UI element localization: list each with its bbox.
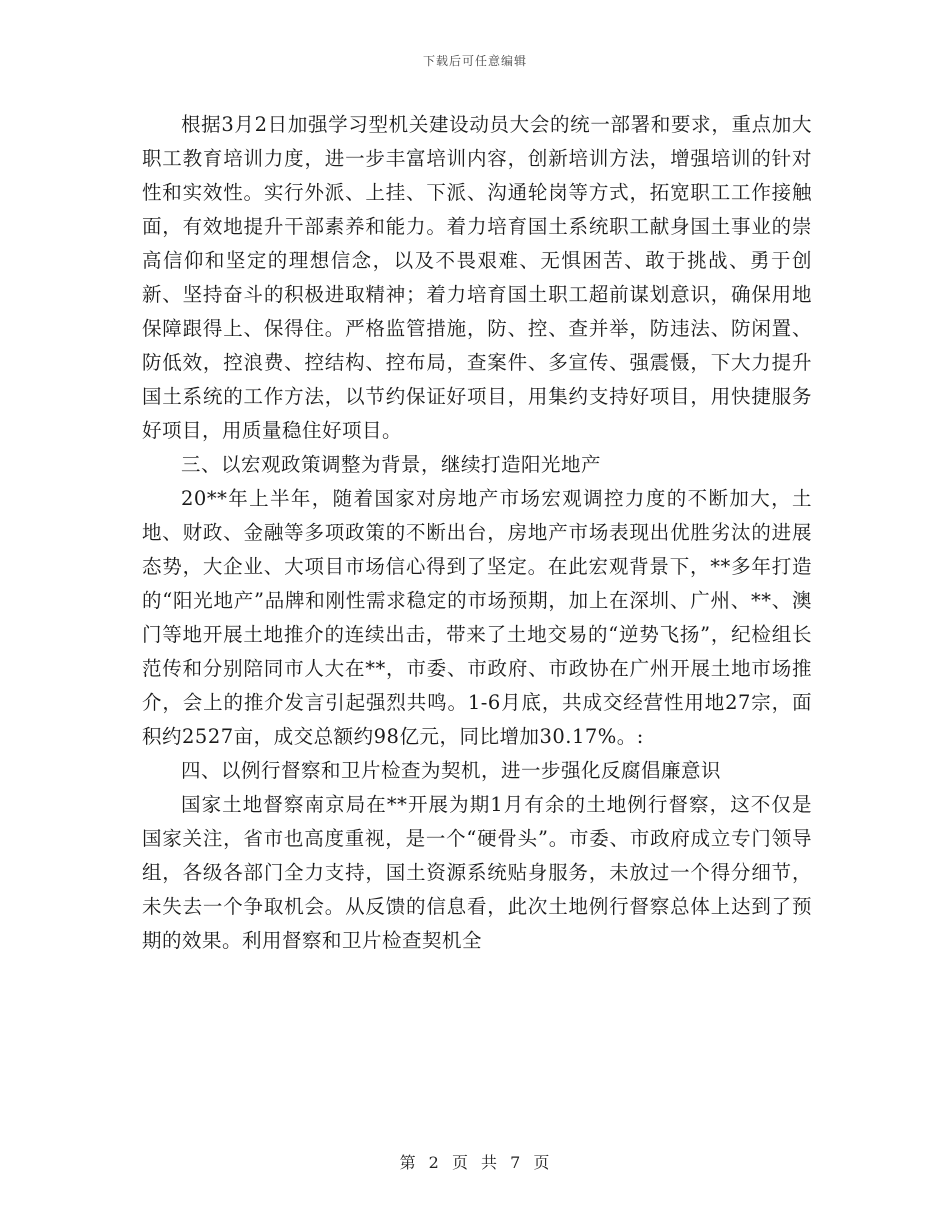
paragraph-training: 根据3月2日加强学习型机关建设动员大会的统一部署和要求，重点加大职工教育培训力度，进一步丰富培训内容，创新培训方法，增强培训的针对性和实效性。实行外派、上挂、下派、沟通轮岗等方式，拓宽职工工作接触面，有效地提升干部素养和能力。着力培育国土系统职工献身国土事业的崇高信仰和坚定的理想信念，以及不畏艰难、无惧困苦、敢于挑战、勇于创新、坚持奋斗的积极进取精神；着力培育国土职工超前谋划意识，确保用地保障跟得上、保得住。严格监管措施，防、控、查并举，防违法、防闲置、防低效，控浪费、控结构、控布局，查案件、多宣传、强震慑，下大力提升国土系统的工作方法，以节约保证好项目，用集约支持好项目，用快捷服务好项目，用质量稳住好项目。 bbox=[142, 113, 812, 442]
section-heading-3: 三、以宏观政策调整为背景，继续打造阳光地产 bbox=[181, 453, 602, 476]
document-body bbox=[142, 108, 812, 958]
page-header: 下载后可任意编辑 bbox=[422, 54, 527, 68]
paragraph-real-estate: 20**年上半年，随着国家对房地产市场宏观调控力度的不断加大，土地、财政、金融等多项政策的不断出台，房地产市场表现出优胜劣汰的进展态势，大企业、大项目市场信心得到了坚定。在此宏观背景下，**多年打造的“阳光地产”品牌和刚性需求稳定的市场预期，加上在深圳、广州、**、澳门等地开展土地推介的连续出击，带来了土地交易的“逆势飞扬”，纪检组长范传和分别陪同市人大在**，市委、市政府、市政协在广州开展土地市场推介，会上的推介发言引起强烈共鸣。1-6月底，共成交经营性用地27宗，面积约2527亩，成交总额约98亿元，同比增加30.17%。: bbox=[142, 487, 812, 748]
page-number: 第 2 页 共 7 页 bbox=[399, 1153, 551, 1172]
section-heading-4: 四、以例行督察和卫片检查为契机，进一步强化反腐倡廉意识 bbox=[181, 759, 722, 782]
paragraph-inspection: 国家土地督察南京局在**开展为期1月有余的土地例行督察，这不仅是国家关注，省市也高度重视，是一个“硬骨头”。市委、市政府成立专门领导组，各级各部门全力支持，国土资源系统贴身服务，未放过一个得分细节，未失去一个争取机会。从反馈的信息看，此次土地例行督察总体上达到了预期的效果。利用督察和卫片检查契机全 bbox=[142, 793, 812, 952]
